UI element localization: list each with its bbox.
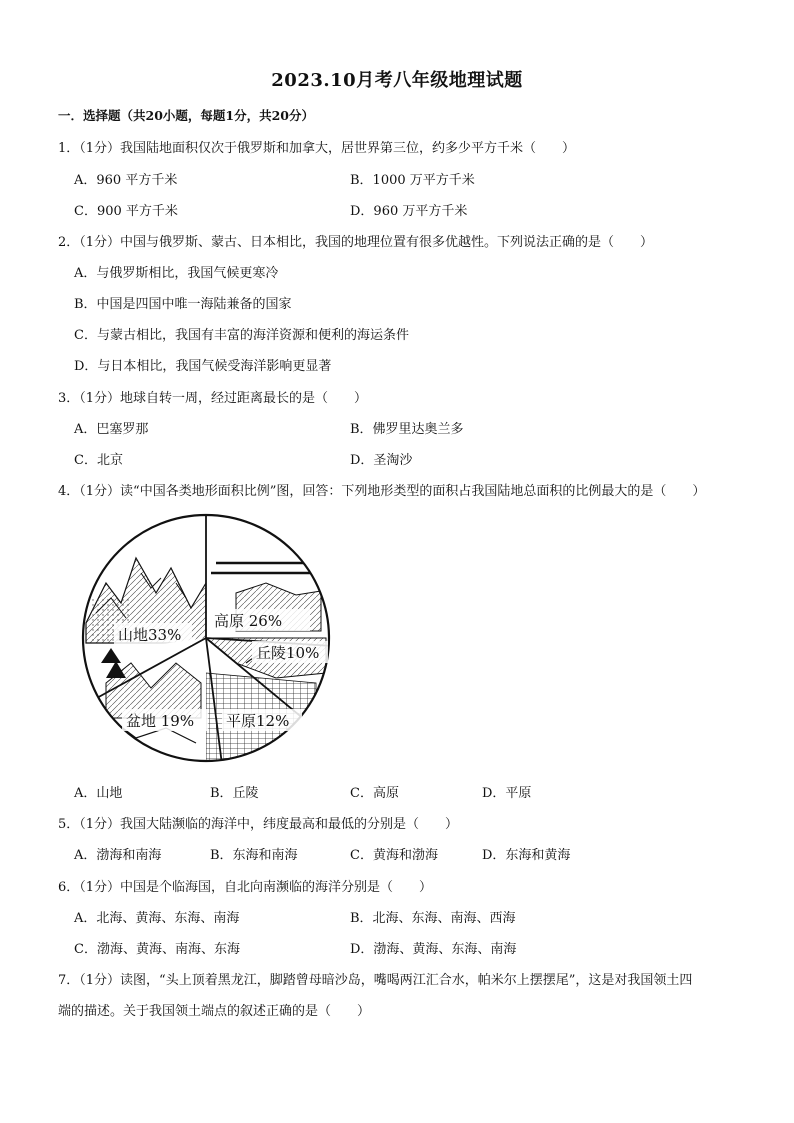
question-3-option-d[interactable]: D．圣淘沙 [350, 453, 413, 468]
question-7-stem-line-2: 端的描述。关于我国领土端点的叙述正确的是（ ） [58, 1004, 371, 1019]
pie-label-mountain: 山地33% [118, 626, 182, 644]
question-1-stem: 1．（1分）我国陆地面积仅次于俄罗斯和加拿大，居世界第三位，约多少平方千米（ ） [58, 141, 576, 156]
question-2-option-c[interactable]: C．与蒙古相比，我国有丰富的海洋资源和便利的海运条件 [74, 328, 409, 343]
question-3-stem: 3．（1分）地球自转一周，经过距离最长的是（ ） [58, 391, 368, 406]
question-6-option-a[interactable]: A．北海、黄海、东海、南海 [74, 911, 240, 926]
section-heading: 一．选择题（共20小题，每题1分，共20分） [58, 108, 314, 123]
pie-label-hill: 丘陵10% [256, 644, 320, 662]
pie-label-plateau: 高原 26% [214, 612, 283, 630]
question-3-option-b[interactable]: B．佛罗里达奥兰多 [350, 422, 464, 437]
question-4-option-b[interactable]: B．丘陵 [210, 786, 259, 801]
pie-label-plain: 平原12% [226, 712, 290, 730]
question-2-option-d[interactable]: D．与日本相比，我国气候受海洋影响更显著 [74, 359, 332, 374]
question-5-stem: 5．（1分）我国大陆濒临的海洋中，纬度最高和最低的分别是（ ） [58, 817, 459, 832]
question-1-option-d[interactable]: D．960 万平方千米 [350, 204, 468, 219]
question-3-option-a[interactable]: A．巴塞罗那 [74, 422, 149, 437]
question-4-option-d[interactable]: D．平原 [482, 786, 532, 801]
question-2-option-a[interactable]: A．与俄罗斯相比，我国气候更寒冷 [74, 266, 279, 281]
terrain-pie-svg [76, 513, 334, 766]
page-title: 2023.10月考八年级地理试题 [271, 70, 523, 91]
question-5-option-c[interactable]: C．黄海和渤海 [350, 848, 438, 863]
question-6-option-d[interactable]: D．渤海、黄海、东海、南海 [350, 942, 517, 957]
question-6-option-b[interactable]: B．北海、东海、南海、西海 [350, 911, 516, 926]
question-4-stem: 4．（1分）读“中国各类地形面积比例”图，回答：下列地形类型的面积占我国陆地总面积的比例最大的是（ ） [58, 484, 706, 499]
question-2-option-b[interactable]: B．中国是四国中唯一海陆兼备的国家 [74, 297, 292, 312]
question-4-option-a[interactable]: A．山地 [74, 786, 123, 801]
question-1-option-b[interactable]: B．1000 万平方千米 [350, 173, 475, 188]
question-5-option-a[interactable]: A．渤海和南海 [74, 848, 162, 863]
question-5-option-b[interactable]: B．东海和南海 [210, 848, 298, 863]
question-4-option-c[interactable]: C．高原 [350, 786, 399, 801]
question-5-option-d[interactable]: D．东海和黄海 [482, 848, 571, 863]
question-7-stem-line-1: 7．（1分）读图，“头上顶着黑龙江，脚踏曾母暗沙岛，嘴喝两江汇合水，帕米尔上摆摆尾”，这是对我国领土四 [58, 973, 693, 988]
terrain-pie-chart [76, 513, 334, 766]
question-1-option-a[interactable]: A．960 平方千米 [74, 173, 178, 188]
question-6-option-c[interactable]: C．渤海、黄海、南海、东海 [74, 942, 240, 957]
question-2-stem: 2．（1分）中国与俄罗斯、蒙古、日本相比，我国的地理位置有很多优越性。下列说法正确的是（ ） [58, 235, 654, 250]
pie-label-basin: 盆地 19% [126, 712, 195, 730]
question-1-option-c[interactable]: C．900 平方千米 [74, 204, 178, 219]
question-3-option-c[interactable]: C．北京 [74, 453, 123, 468]
question-6-stem: 6．（1分）中国是个临海国，自北向南濒临的海洋分别是（ ） [58, 880, 433, 895]
